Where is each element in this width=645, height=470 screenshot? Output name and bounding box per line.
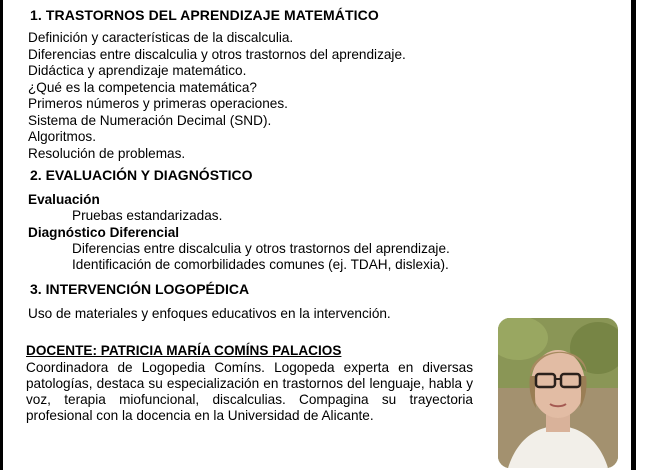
list-item: Sistema de Numeración Decimal (SND). — [28, 112, 272, 128]
list-item: Didáctica y aprendizaje matemático. — [28, 63, 247, 78]
teacher-bio: Coordinadora de Logopedia Comíns. Logopeda experta en diversas patologías, destaca su especialización en trastornos del lenguaje, habla y voz, terapia miofuncional, discalculias. Compagina su trayectoria profesional con la docencia en la Universidad de Alicante. — [26, 360, 473, 423]
list-item: Primeros números y primeras operaciones. — [28, 96, 288, 111]
list-item: ¿Qué es la competencia matemática? — [28, 79, 257, 95]
section-2-heading: 2. EVALUACIÓN Y DIAGNÓSTICO — [30, 167, 253, 183]
teacher-title: DOCENTE: PATRICIA MARÍA COMÍNS PALACIOS — [26, 343, 342, 358]
list-item: Definición y características de la discalculia. — [28, 30, 294, 45]
section-3-heading: 3. INTERVENCIÓN LOGOPÉDICA — [30, 280, 250, 297]
section-1-list — [26, 30, 626, 162]
list-item: Pruebas estandarizadas. — [72, 208, 223, 223]
list-item: Algoritmos. — [28, 129, 96, 144]
list-item: Diferencias entre discalculia y otros trastornos del aprendizaje. — [28, 46, 406, 62]
teacher-photo — [498, 318, 618, 468]
subsection-title: Diagnóstico Diferencial — [28, 224, 180, 240]
section-1-heading: 1. TRASTORNOS DEL APRENDIZAJE MATEMÁTICO — [30, 7, 379, 23]
list-item: Diferencias entre discalculia y otros trastornos del aprendizaje. — [72, 240, 450, 256]
portrait-image — [498, 318, 618, 468]
list-item: Uso de materiales y enfoques educativos en la intervención. — [28, 305, 391, 321]
subsection-title: Evaluación — [28, 192, 100, 207]
list-item: Identificación de comorbilidades comunes (ej. TDAH, dislexia). — [72, 257, 449, 272]
list-item: Resolución de problemas. — [28, 145, 186, 161]
